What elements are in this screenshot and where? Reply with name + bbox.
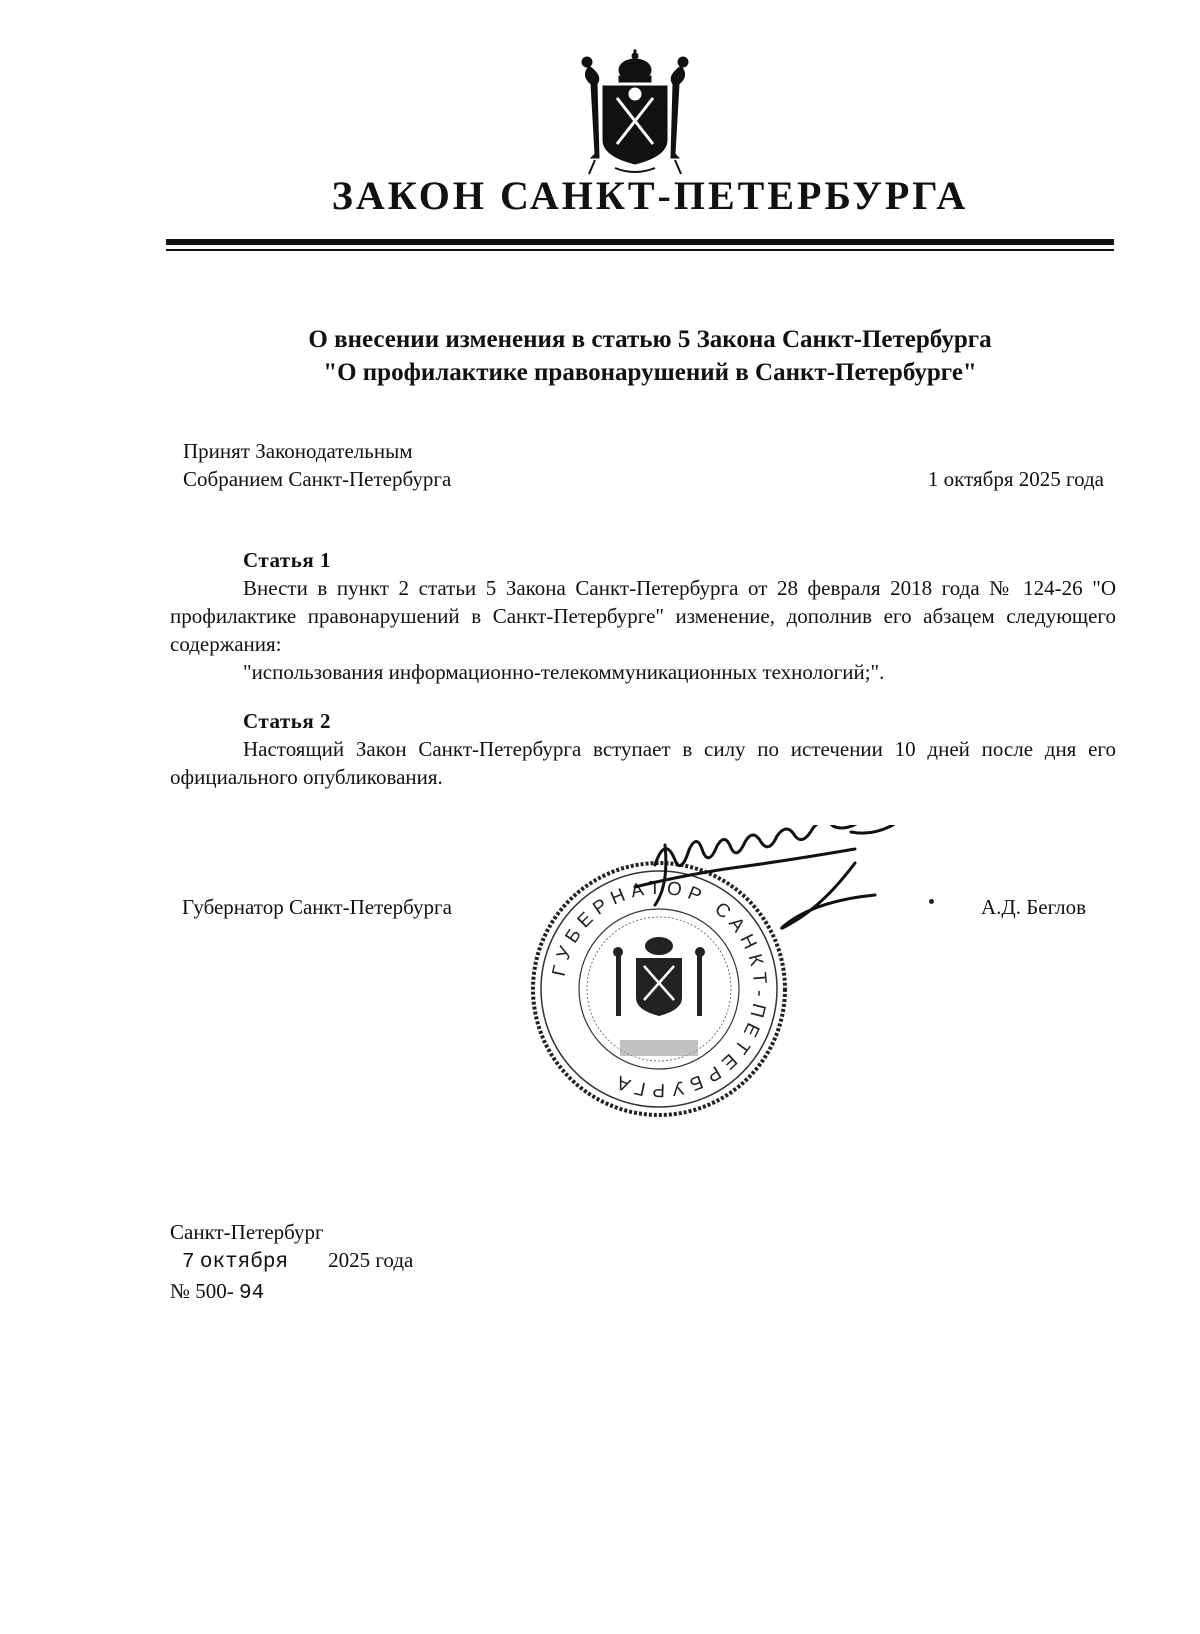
- heading-line-2: "О профилактике правонарушений в Санкт-Петербурге": [323, 359, 977, 386]
- article-1-title: Статья 1: [243, 548, 331, 572]
- header-rule-thick: [166, 239, 1114, 245]
- coat-of-arms-icon: [575, 48, 695, 176]
- article-1: [170, 546, 1116, 686]
- law-number-prefix: № 500-: [170, 1279, 234, 1303]
- handwritten-signature-icon: [595, 825, 1015, 945]
- signing-month: октября: [199, 1251, 289, 1274]
- law-number: [170, 1277, 413, 1308]
- signing-year: 2025 года: [328, 1248, 414, 1272]
- adoption-line-1: Принят Законодательным: [183, 439, 413, 463]
- heading-line-1: О внесении изменения в статью 5 Закона Санкт-Петербурга: [308, 326, 992, 353]
- law-title: ЗАКОН САНКТ-ПЕТЕРБУРГА: [331, 173, 969, 218]
- article-2: [170, 707, 1116, 791]
- signing-date: [170, 1246, 413, 1277]
- signing-city: Санкт-Петербург: [170, 1220, 324, 1244]
- adoption-date: 1 октября 2025 года: [927, 467, 1104, 491]
- header-rule-thin: [166, 249, 1114, 251]
- signing-day: 7: [182, 1251, 195, 1274]
- adoption-body: [183, 437, 451, 493]
- law-number-value: 94: [239, 1282, 265, 1305]
- ink-mark: [929, 899, 934, 904]
- article-1-quote: "использования информационно-телекоммуникационных технологий;".: [243, 660, 885, 684]
- adoption-line-2: Собранием Санкт-Петербурга: [183, 467, 452, 491]
- document-heading: [0, 323, 1200, 389]
- article-2-text: Настоящий Закон Санкт-Петербурга вступает в силу по истечении 10 дней после дня его официального опубликования.: [170, 737, 1116, 789]
- seal-ring-text: ГУБЕРНАТОР САНКТ-ПЕТЕРБУРГА: [548, 877, 771, 1101]
- governor-position: Губернатор Санкт-Петербурга: [182, 895, 452, 919]
- governor-name: А.Д. Беглов: [981, 895, 1087, 919]
- article-1-text: Внести в пункт 2 статьи 5 Закона Санкт-Петербурга от 28 февраля 2018 года № 124-26 "О профилактике правонарушений в Санкт-Петербурге" изменение, дополнив его абзацем следующего содержания:: [170, 576, 1116, 656]
- place-date-block: [170, 1218, 413, 1308]
- article-2-title: Статья 2: [243, 709, 331, 733]
